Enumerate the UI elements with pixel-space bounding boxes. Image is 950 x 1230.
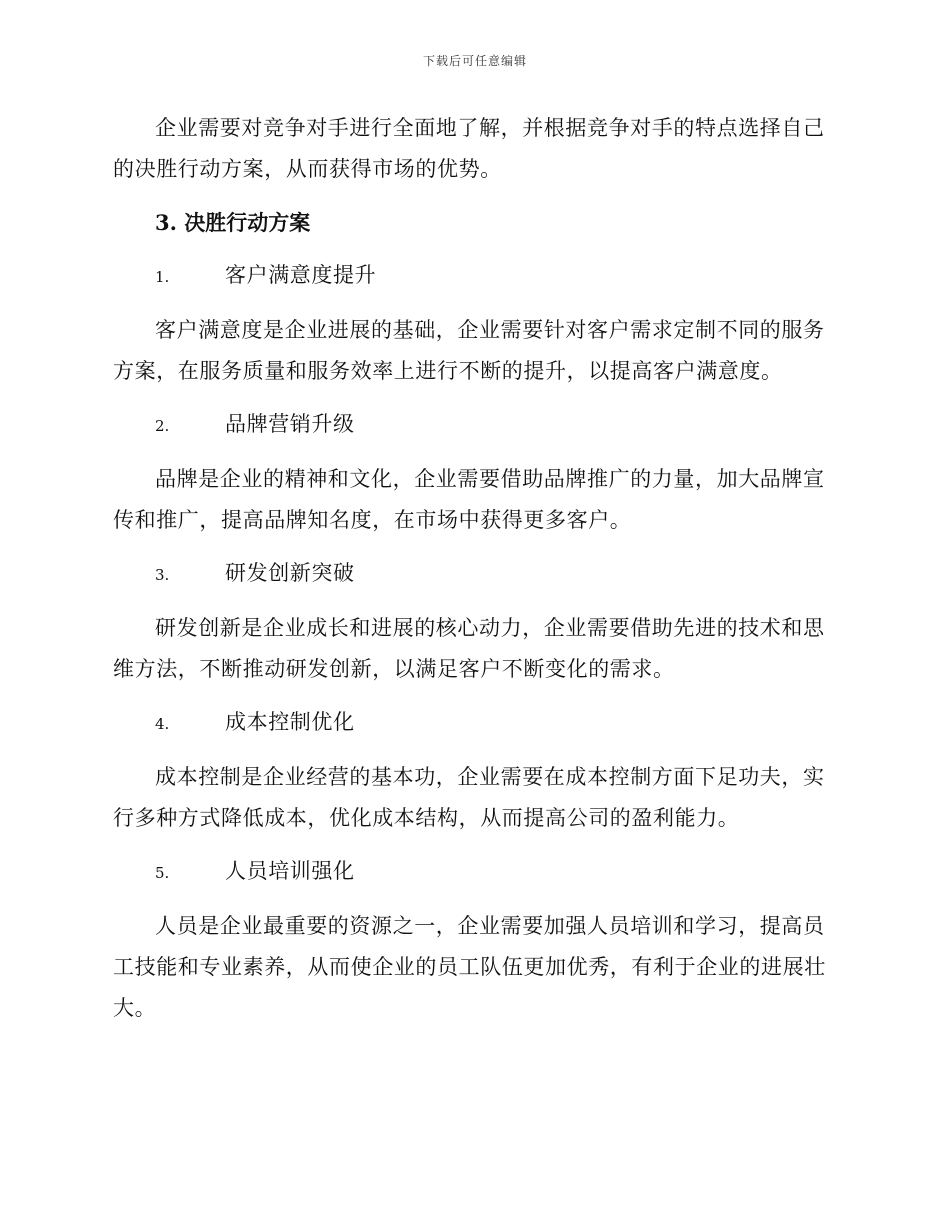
list-item-title: 成本控制优化 [225,710,355,734]
list-item-3 [155,553,835,596]
list-item-body: 客户满意度是企业进展的基础，企业需要针对客户需求定制不同的服务方案，在服务质量和服务效率上进行不断的提升，以提高客户满意度。 [113,318,825,383]
list-item-number: 3. [155,566,170,584]
list-item-1 [155,255,835,298]
page-header: 下载后可任意编辑 [422,54,527,68]
document-body [113,108,835,1041]
list-item-title: 人员培训强化 [225,859,355,883]
list-item-body: 人员是企业最重要的资源之一，企业需要加强人员培训和学习，提高员工技能和专业素养，从而使企业的员工队伍更加优秀，有利于企业的进展壮大。 [113,914,826,1020]
list-item-number: 5. [155,864,170,882]
list-item-body: 成本控制是企业经营的基本功，企业需要在成本控制方面下足功夫，实行多种方式降低成本，优化成本结构，从而提高公司的盈利能力。 [113,765,825,830]
list-item-title: 研发创新突破 [225,561,355,585]
list-item-body: 品牌是企业的精神和文化，企业需要借助品牌推广的力量，加大品牌宣传和推广，提高品牌知名度，在市场中获得更多客户。 [113,467,825,532]
list-item-5 [155,851,835,894]
intro-paragraph: 企业需要对竞争对手进行全面地了解，并根据竞争对手的特点选择自己的决胜行动方案，从而获得市场的优势。 [113,116,825,181]
section-heading: 3. 决胜行动方案 [155,210,311,235]
list-item-number: 4. [155,715,170,733]
list-item-2 [155,404,835,447]
list-item-number: 2. [155,417,170,435]
list-item-4 [155,702,835,745]
list-item-title: 品牌营销升级 [225,412,355,436]
list-item-number: 1. [155,268,170,286]
list-item-title: 客户满意度提升 [225,263,377,287]
list-item-body: 研发创新是企业成长和进展的核心动力，企业需要借助先进的技术和思维方法，不断推动研发创新，以满足客户不断变化的需求。 [113,616,825,681]
